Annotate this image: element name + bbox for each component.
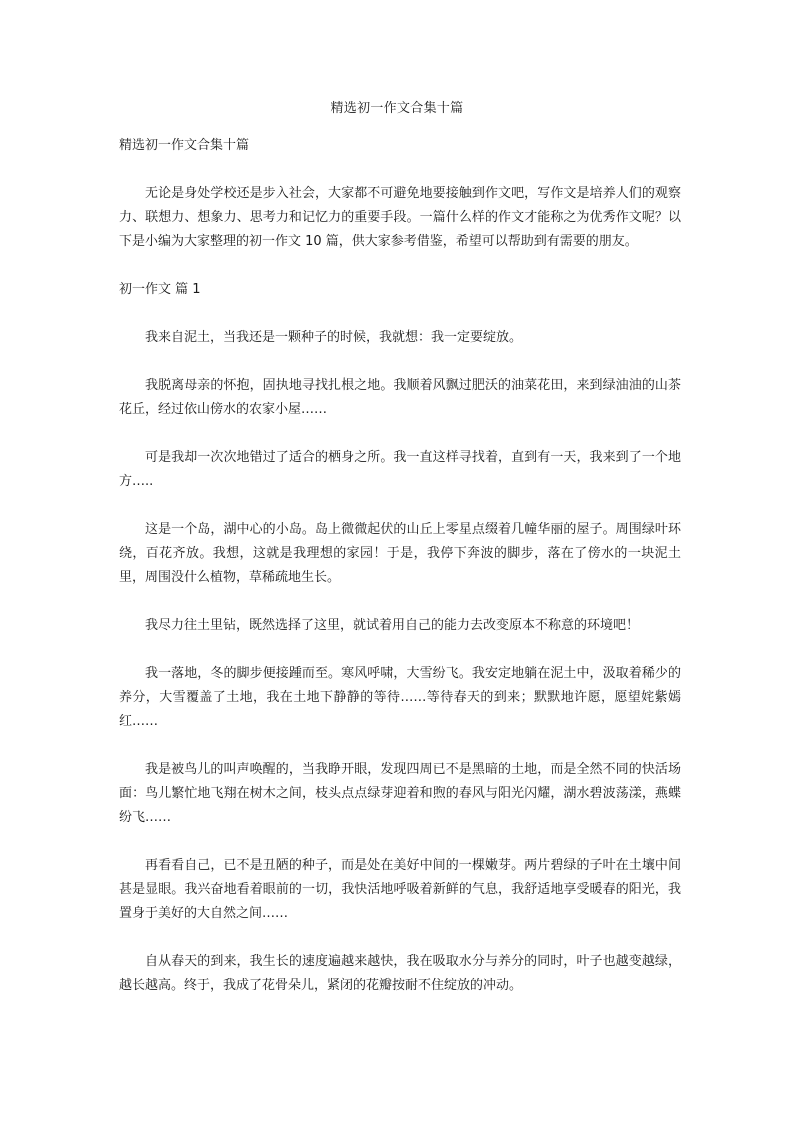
document-body [119, 134, 681, 1022]
body-paragraph: 可是我却一次次地错过了适合的栖身之所。我一直这样寻找着，直到有一天，我来到了一个地方….. [119, 450, 681, 489]
body-paragraph: 我脱离母亲的怀抱，固执地寻找扎根之地。我顺着风飘过肥沃的油菜花田，来到绿油油的山茶花丘，经过依山傍水的农家小屋…… [119, 378, 681, 417]
document-subtitle: 精选初一作文合集十篇 [119, 138, 250, 153]
body-paragraph: 我来自泥土，当我还是一颗种子的时候，我就想：我一定要绽放。 [145, 330, 523, 345]
page-title: 精选初一作文合集十篇 [330, 101, 464, 116]
body-paragraph: 这是一个岛，湖中心的小岛。岛上微微起伏的山丘上零星点缀着几幢华丽的屋子。周围绿叶环绕，百花齐放。我想，这就是我理想的家园！于是，我停下奔波的脚步，落在了傍水的一块泥土里，周围没什么植物，草稀疏地生长。 [119, 522, 681, 585]
intro-paragraph: 无论是身处学校还是步入社会，大家都不可避免地要接触到作文吧，写作文是培养人们的观察力、联想力、想象力、思考力和记忆力的重要手段。一篇什么样的作文才能称之为优秀作文呢？以下是小编为大家整理的初一作文 10 篇，供大家参考借鉴，希望可以帮助到有需要的朋友。 [119, 186, 681, 249]
section-heading: 初一作文 篇 1 [119, 282, 201, 297]
body-paragraph: 再看看自己，已不是丑陋的种子，而是处在美好中间的一棵嫩芽。两片碧绿的子叶在土壤中间甚是显眼。我兴奋地看着眼前的一切，我快活地呼吸着新鲜的气息，我舒适地享受暖春的阳光，我置身于美好的大自然之间…… [119, 858, 681, 921]
body-paragraph: 我尽力往土里钻，既然选择了这里，就试着用自己的能力去改变原本不称意的环境吧！ [145, 618, 640, 633]
body-paragraph: 自从春天的到来，我生长的速度遍越来越快，我在吸取水分与养分的同时，叶子也越变越绿，越长越高。终于，我成了花骨朵儿，紧闭的花瓣按耐不住绽放的冲动。 [119, 954, 681, 993]
body-paragraph: 我是被鸟儿的叫声唤醒的，当我睁开眼，发现四周已不是黑暗的土地，而是全然不同的快活场面：鸟儿繁忙地飞翔在树木之间，枝头点点绿芽迎着和煦的春风与阳光闪耀，湖水碧波荡漾，燕蝶纷飞…… [119, 762, 681, 825]
body-paragraph: 我一落地，冬的脚步便接踵而至。寒风呼啸，大雪纷飞。我安定地躺在泥土中，汲取着稀少的养分，大雪覆盖了土地，我在土地下静静的等待……等待春天的到来；默默地许愿，愿望姹紫嫣红…… [119, 666, 681, 729]
